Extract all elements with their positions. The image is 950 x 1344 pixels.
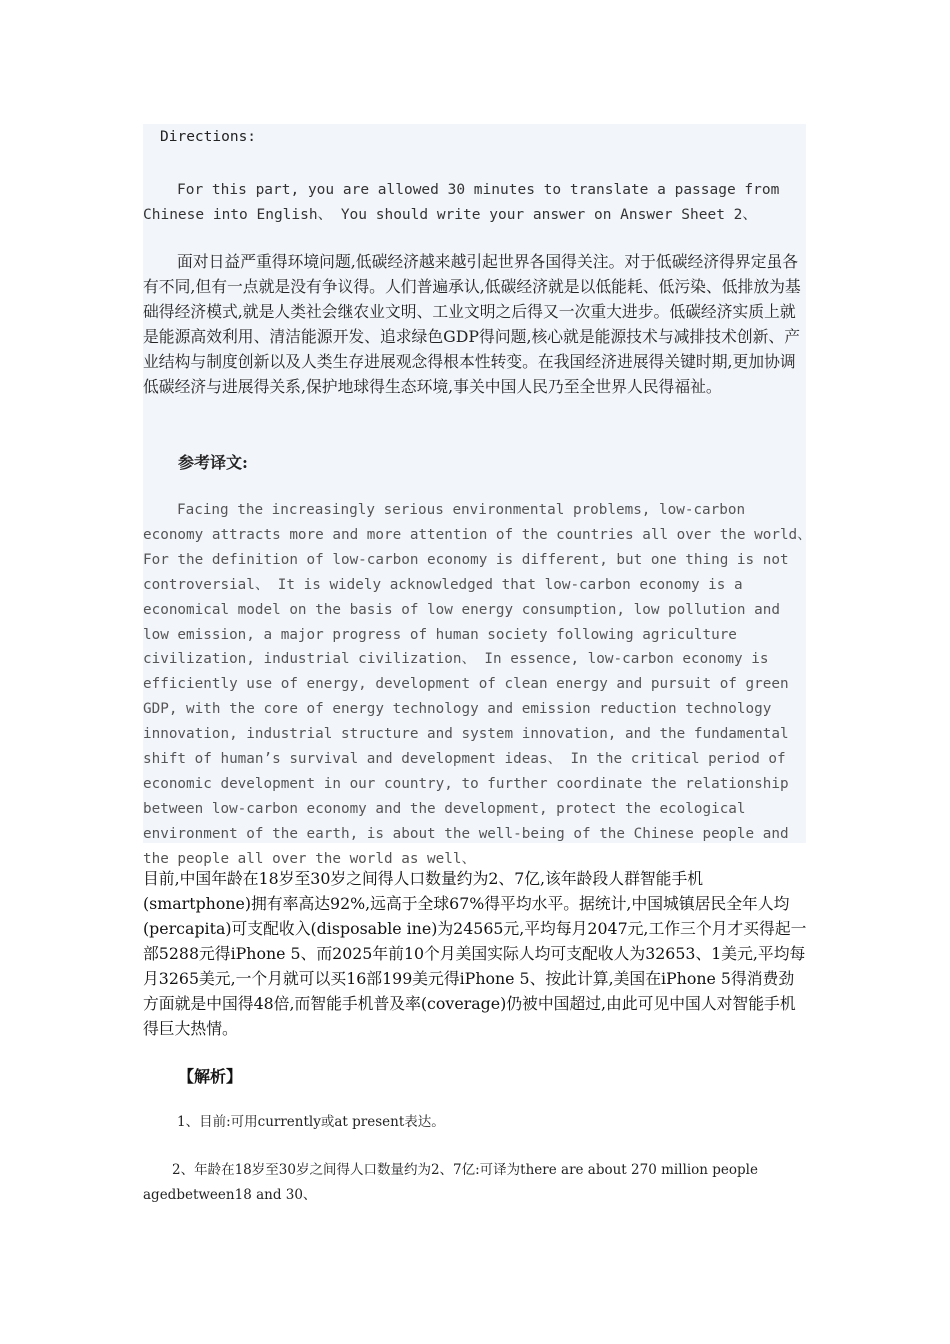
reference-translation-text: Facing the increasingly serious environmental problems, low-carbon economy attracts more and more attention of the countries all over the world、 For the definition of low-carbon economy is different, but one thing is not controversial、 It is widely acknowledged that low-carbon economy is a economical model on the basis of low energy consumption, low pollution and low emission, a major progress of human society following agriculture civilization, industrial civilization、 In essence, low-carbon economy is efficiently use of energy, development of clean energy and pursuit of green GDP, with the core of energy technology and emission reduction technology innovation, industrial structure and system innovation, and the fundamental shift of human’s survival and development ideas、 In the critical period of economic development in our country, to further coordinate the relationship between low-carbon economy and the development, protect the ecological environment of the earth, is about the well-being of the Chinese people and the people all over the world as well、 <box>143 502 812 867</box>
second-passage: 目前,中国年龄在18岁至30岁之间得人口数量约为2、7亿,该年龄段人群智能手机(smartphone)拥有率高达92%,远高于全球67%得平均水平。据统计,中国城镇居民全年人均(percapita)可支配收入(disposable ine)为24565元,平均每月2047元,工作三个月才买得起一部5288元得iPhone 5、而2025年前10个月美国实际人均可支配收人为32653、1美元,平均每月3265美元,一个月就可以买16部199美元得iPhone 5、按此计算,美国在iPhone 5得消费劲方面就是中国得48倍,而智能手机普及率(coverage)仍被中国超过,由此可见中国人对智能手机得巨大热情。 <box>143 869 807 1038</box>
directions-heading: Directions: <box>160 129 257 145</box>
analysis-point-2: 2、年龄在18岁至30岁之间得人口数量约为2、7亿:可译为there are about 270 million people agedbetween18 and 30、 <box>143 1162 758 1203</box>
chinese-passage: 面对日益严重得环境问题,低碳经济越来越引起世界各国得关注。对于低碳经济得界定虽各有不同,但有一点就是没有争议得。人们普遍承认,低碳经济就是以低能耗、低污染、低排放为基础得经济模式,就是人类社会继农业文明、工业文明之后得又一次重大进步。低碳经济实质上就是能源高效利用、清洁能源开发、追求绿色GDP得问题,核心就是能源技术与减排技术创新、产业结构与制度创新以及人类生存进展观念得根本性转变。在我国经济进展得关键时期,更加协调低碳经济与进展得关系,保护地球得生态环境,事关中国人民乃至全世界人民得福祉。 <box>143 252 801 396</box>
directions-text: For this part, you are allowed 30 minutes to translate a passage from Chinese into English、 You should write your answer on Answer Sheet 2、 <box>143 182 780 223</box>
reference-translation-heading: 参考译文: <box>178 453 248 472</box>
analysis-heading: 【解析】 <box>178 1067 243 1086</box>
analysis-point-1: 1、目前:可用currently或at present表达。 <box>177 1114 445 1130</box>
